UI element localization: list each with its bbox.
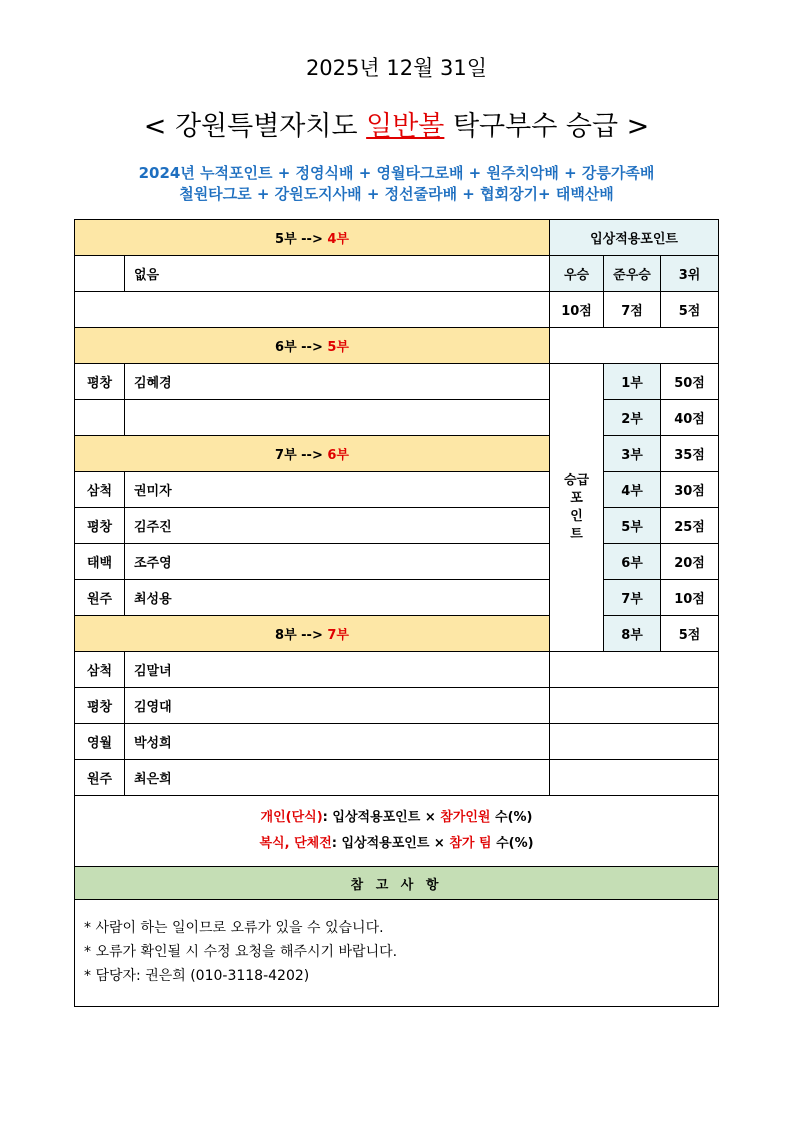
- promo-points: 25점: [661, 508, 719, 544]
- spacer-cell: [550, 328, 719, 364]
- title-highlight: 일반볼: [366, 111, 445, 142]
- name-cell: 최성용: [125, 580, 550, 616]
- group-header-8-7: 8부 --> 7부: [75, 616, 550, 652]
- promotion-points-label: 승급 포 인 트: [550, 364, 604, 652]
- award-value-win: 10점: [550, 292, 604, 328]
- region-cell: 평창: [75, 364, 125, 400]
- group-header-6-5: 6부 --> 5부: [75, 328, 550, 364]
- promo-points: 35점: [661, 436, 719, 472]
- name-cell: 권미자: [125, 472, 550, 508]
- group-header-7-6: 7부 --> 6부: [75, 436, 550, 472]
- promo-points: 10점: [661, 580, 719, 616]
- promo-points: 50점: [661, 364, 719, 400]
- name-cell: 김혜경: [125, 364, 550, 400]
- region-cell: [75, 400, 125, 436]
- award-col-win: 우승: [550, 256, 604, 292]
- spacer-cell: [550, 688, 719, 724]
- spacer-cell: [550, 652, 719, 688]
- promo-points: 30점: [661, 472, 719, 508]
- promo-points: 40점: [661, 400, 719, 436]
- award-points-header: 입상적용포인트: [550, 220, 719, 256]
- promo-division: 1부: [604, 364, 661, 400]
- formula-line-individual: 개인(단식): 입상적용포인트 × 참가인원 수(%): [260, 810, 533, 825]
- tournament-list-line1: 2024년 누적포인트 + 정영식배 + 영월타그로배 + 원주치악배 + 강릉가족배: [138, 164, 655, 182]
- region-cell: 삼척: [75, 652, 125, 688]
- note-line: * 담당자: 권은희 (010-3118-4202): [84, 968, 310, 984]
- name-cell: 최은희: [125, 760, 550, 796]
- region-cell: 삼척: [75, 472, 125, 508]
- name-cell: 김주진: [125, 508, 550, 544]
- promo-division: 4부: [604, 472, 661, 508]
- promo-division: 6부: [604, 544, 661, 580]
- formula-box: [75, 796, 719, 867]
- title-suffix: 탁구부수 승급 >: [444, 111, 650, 142]
- promo-division: 8부: [604, 616, 661, 652]
- promo-division: 2부: [604, 400, 661, 436]
- promo-division: 5부: [604, 508, 661, 544]
- notes-header: 참 고 사 항: [75, 867, 719, 900]
- region-cell: 태백: [75, 544, 125, 580]
- document-date: 2025년 12월 31일: [305, 56, 488, 80]
- spacer-cell: [550, 724, 719, 760]
- note-line: * 오류가 확인될 시 수정 요청을 해주시기 바랍니다.: [84, 944, 398, 960]
- note-line: * 사람이 하는 일이므로 오류가 있을 수 있습니다.: [84, 920, 384, 936]
- name-cell: 조주영: [125, 544, 550, 580]
- tournament-list-line2: 철원타그로 + 강원도지사배 + 정선줄라배 + 협회장기+ 태백산배: [179, 185, 614, 203]
- title-prefix: < 강원특별자치도: [143, 111, 367, 142]
- empty-row: [75, 292, 550, 328]
- spacer-cell: [550, 760, 719, 796]
- name-cell: 김영대: [125, 688, 550, 724]
- promotion-table: [74, 219, 719, 1007]
- region-cell: 영월: [75, 724, 125, 760]
- award-col-third: 3위: [661, 256, 719, 292]
- notes-body: [75, 900, 719, 1007]
- promo-points: 20점: [661, 544, 719, 580]
- promo-division: 3부: [604, 436, 661, 472]
- name-cell: 없음: [125, 256, 550, 292]
- name-cell: 김말녀: [125, 652, 550, 688]
- name-cell: [125, 400, 550, 436]
- award-value-runner-up: 7점: [604, 292, 661, 328]
- region-cell: 원주: [75, 760, 125, 796]
- award-value-third: 5점: [661, 292, 719, 328]
- region-cell: 평창: [75, 508, 125, 544]
- tournament-list: [0, 163, 793, 205]
- award-col-runner-up: 준우승: [604, 256, 661, 292]
- region-cell: [75, 256, 125, 292]
- formula-line-team: 복식, 단체전: 입상적용포인트 × 참가 팀 수(%): [259, 836, 534, 851]
- name-cell: 박성희: [125, 724, 550, 760]
- promo-division: 7부: [604, 580, 661, 616]
- region-cell: 원주: [75, 580, 125, 616]
- group-header-5-4: 5부 --> 4부: [75, 220, 550, 256]
- promo-points: 5점: [661, 616, 719, 652]
- page-title: [0, 104, 793, 143]
- region-cell: 평창: [75, 688, 125, 724]
